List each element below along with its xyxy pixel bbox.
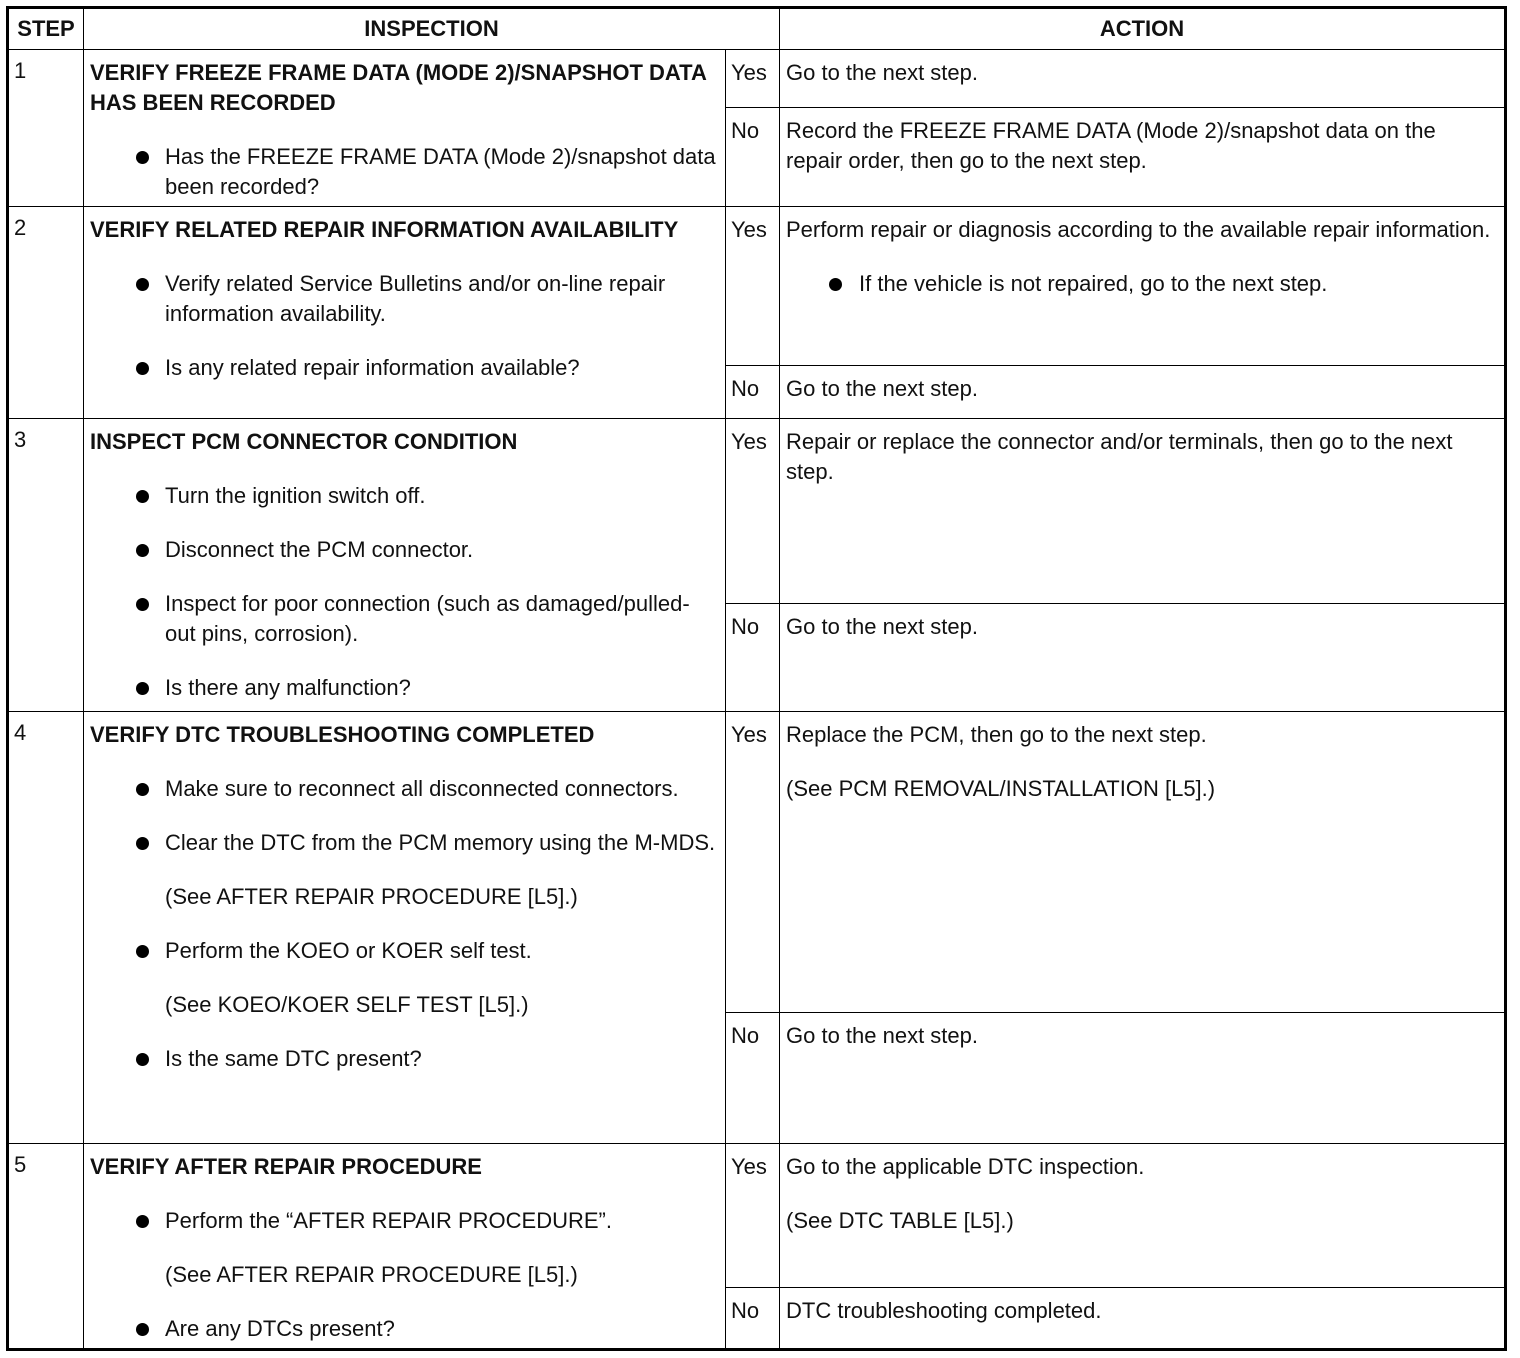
inspection-list (90, 1044, 719, 1074)
yes-action (780, 712, 1506, 1013)
inspection-bullet: Turn the ignition switch off. (90, 481, 719, 511)
header-row (8, 8, 1506, 50)
action-text: Record the FREEZE FRAME DATA (Mode 2)/snapshot data on the repair order, then go to the next step. (786, 118, 1436, 173)
no-label: No (726, 604, 780, 712)
diagnostic-procedure-table (6, 6, 1507, 1351)
step-number: 4 (8, 712, 84, 1144)
no-label: No (726, 366, 780, 419)
action-text: Go to the next step. (786, 614, 979, 639)
inspection-bullet: Make sure to reconnect all disconnected connectors. (90, 774, 719, 804)
step-number: 3 (8, 419, 84, 712)
reference-note: (See DTC TABLE [L5].) (786, 1208, 1014, 1233)
action-list (786, 269, 1496, 299)
step-5-yes-row (8, 1144, 1506, 1288)
inspection-bullet: Perform the “AFTER REPAIR PROCEDURE”. (90, 1206, 719, 1236)
no-action (780, 1288, 1506, 1350)
inspection-cell (84, 712, 726, 1144)
step-3-yes-row (8, 419, 1506, 604)
yes-label: Yes (726, 1144, 780, 1288)
inspection-header: INSPECTION (84, 8, 780, 50)
inspection-list (90, 774, 719, 858)
inspection-cell (84, 1144, 726, 1350)
step-number: 2 (8, 207, 84, 419)
reference-note: (See AFTER REPAIR PROCEDURE [L5].) (165, 884, 578, 909)
inspection-bullet: Disconnect the PCM connector. (90, 535, 719, 565)
inspection-title: VERIFY DTC TROUBLESHOOTING COMPLETED (90, 722, 595, 747)
yes-label: Yes (726, 419, 780, 604)
inspection-list (90, 481, 719, 703)
inspection-bullet: Is the same DTC present? (90, 1044, 719, 1074)
reference-note: (See PCM REMOVAL/INSTALLATION [L5].) (786, 776, 1216, 801)
no-action (780, 108, 1506, 207)
yes-action (780, 207, 1506, 366)
inspection-bullet: Perform the KOEO or KOER self test. (90, 936, 719, 966)
inspection-list (90, 1314, 719, 1344)
inspection-list (90, 269, 719, 383)
action-text: Perform repair or diagnosis according to the available repair information. (786, 217, 1491, 242)
step-header: STEP (8, 8, 84, 50)
inspection-bullet: Are any DTCs present? (90, 1314, 719, 1344)
step-1-yes-row (8, 50, 1506, 108)
inspection-title: VERIFY RELATED REPAIR INFORMATION AVAILABILITY (90, 217, 679, 242)
inspection-bullet: Has the FREEZE FRAME DATA (Mode 2)/snapshot data been recorded? (90, 142, 719, 202)
inspection-cell (84, 419, 726, 712)
inspection-bullet: Clear the DTC from the PCM memory using the M-MDS. (90, 828, 719, 858)
reference-note: (See AFTER REPAIR PROCEDURE [L5].) (165, 1262, 578, 1287)
action-bullet: If the vehicle is not repaired, go to the next step. (786, 269, 1496, 299)
inspection-list (90, 142, 719, 202)
no-action (780, 604, 1506, 712)
no-label: No (726, 108, 780, 207)
inspection-bullet: Is there any malfunction? (90, 673, 719, 703)
no-action (780, 366, 1506, 419)
inspection-bullet: Verify related Service Bulletins and/or on-line repair information availability. (90, 269, 719, 329)
action-header: ACTION (780, 8, 1506, 50)
action-text: Repair or replace the connector and/or terminals, then go to the next step. (786, 429, 1453, 484)
inspection-title: INSPECT PCM CONNECTOR CONDITION (90, 429, 518, 454)
no-label: No (726, 1013, 780, 1144)
action-text: Go to the applicable DTC inspection. (786, 1154, 1145, 1179)
yes-action (780, 1144, 1506, 1288)
inspection-title: VERIFY AFTER REPAIR PROCEDURE (90, 1154, 482, 1179)
step-number: 1 (8, 50, 84, 207)
yes-label: Yes (726, 207, 780, 366)
action-text: Go to the next step. (786, 376, 979, 401)
inspection-list (90, 1206, 719, 1236)
inspection-cell (84, 207, 726, 419)
inspection-bullet: Inspect for poor connection (such as damaged/pulled-out pins, corrosion). (90, 589, 719, 649)
inspection-bullet: Is any related repair information available? (90, 353, 719, 383)
action-text: Go to the next step. (786, 60, 979, 85)
yes-action (780, 419, 1506, 604)
action-text: Go to the next step. (786, 1023, 979, 1048)
step-4-yes-row (8, 712, 1506, 1013)
step-2-yes-row (8, 207, 1506, 366)
yes-label: Yes (726, 712, 780, 1013)
yes-action (780, 50, 1506, 108)
no-label: No (726, 1288, 780, 1350)
inspection-title: VERIFY FREEZE FRAME DATA (MODE 2)/SNAPSHOT DATA HAS BEEN RECORDED (90, 60, 707, 115)
no-action (780, 1013, 1506, 1144)
yes-label: Yes (726, 50, 780, 108)
reference-note: (See KOEO/KOER SELF TEST [L5].) (165, 992, 529, 1017)
inspection-cell (84, 50, 726, 207)
action-text: DTC troubleshooting completed. (786, 1298, 1102, 1323)
step-number: 5 (8, 1144, 84, 1350)
action-text: Replace the PCM, then go to the next step. (786, 722, 1207, 747)
inspection-list (90, 936, 719, 966)
